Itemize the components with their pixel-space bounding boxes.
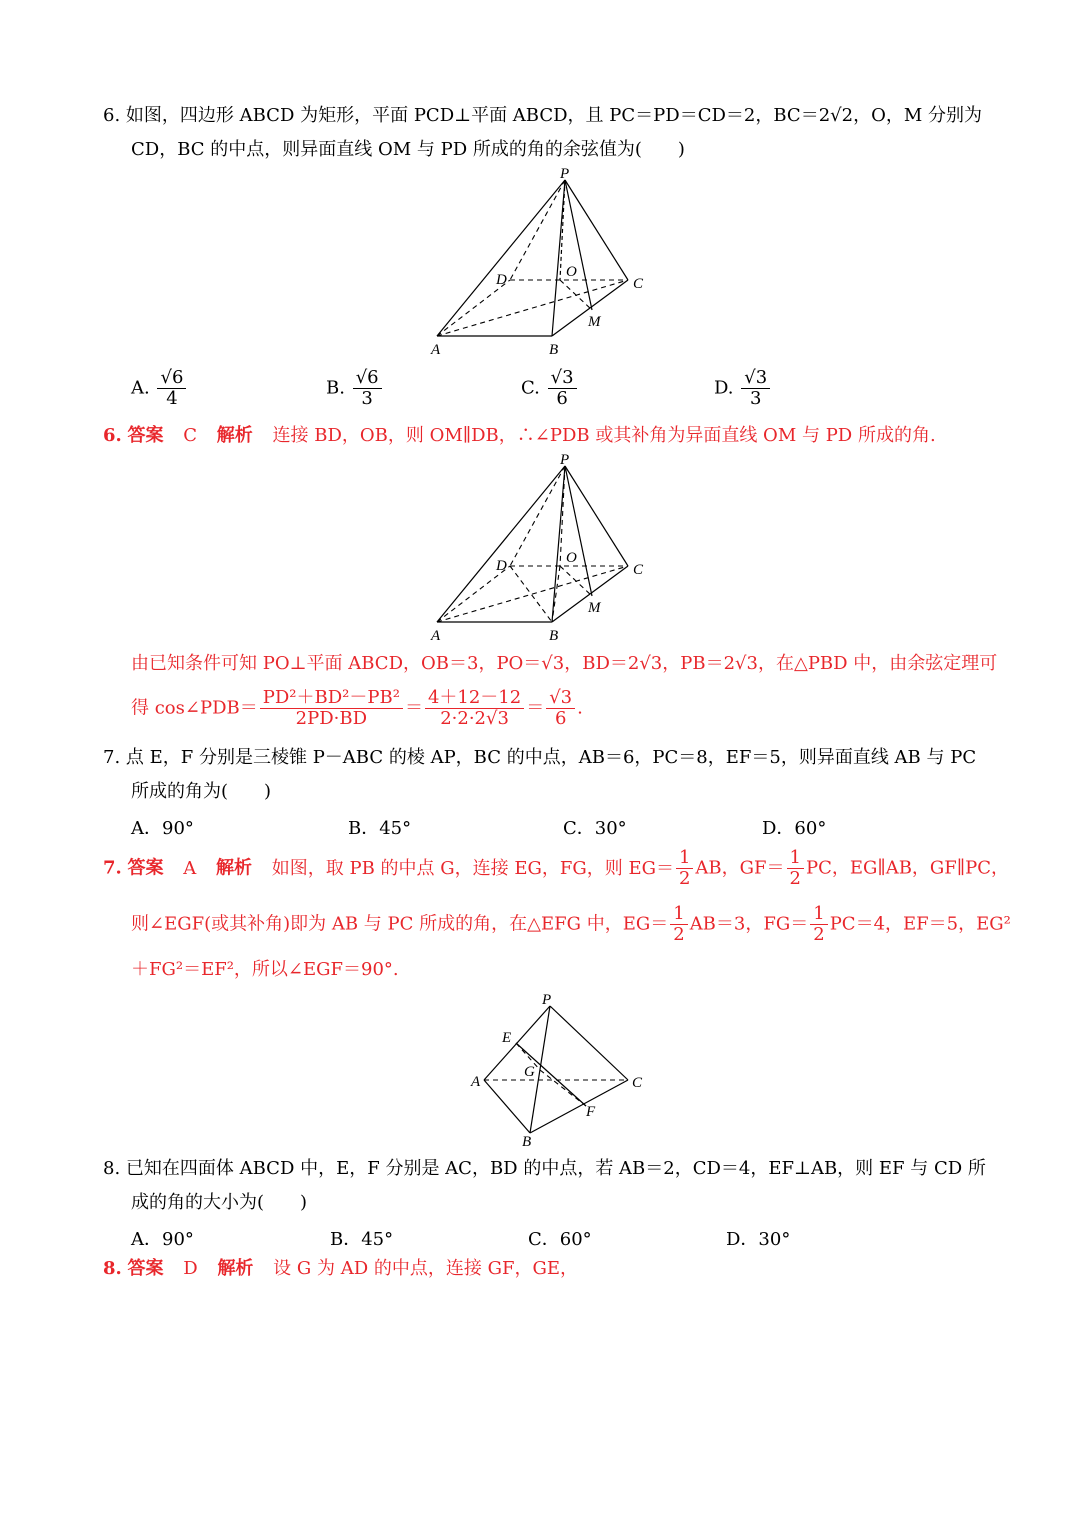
q8-option-b: B．45° — [330, 1229, 394, 1250]
q6-solution-figure — [420, 454, 660, 646]
q6-option-b-den: 3 — [361, 388, 373, 409]
q6-fig-label-p: P — [560, 168, 570, 182]
q6-option-c — [521, 368, 579, 409]
q7-fig-label-a: A — [471, 1074, 481, 1090]
q7-sol2-text-a: 则∠EGF(或其补角)即为 AB 与 PC 所成的角，在△EFG 中，EG＝ — [131, 913, 669, 935]
q6-cos-prefix: 得 cos∠PDB＝ — [131, 697, 258, 719]
q7-analysis-text-c: PC，EG∥AB，GF∥PC， — [805, 857, 1009, 879]
q6-option-c-num: √3 — [548, 368, 577, 389]
q6-answer-label: 答案 — [127, 425, 164, 446]
q7-option-a: A．90° — [131, 818, 194, 839]
q6-analysis-text: 连接 BD，OB，则 OM∥DB，∴∠PDB 或其补角为异面直线 OM 与 PD 所成的角. — [272, 425, 936, 446]
q8-answer-label: 答案 — [127, 1258, 164, 1279]
q6-period: . — [577, 697, 583, 719]
q6-answer-value: C — [183, 425, 198, 446]
q6-sol-fig-label-c: C — [633, 562, 644, 578]
q7-solution-line3: ＋FG²＝EF²，所以∠EGF＝90°. — [131, 959, 399, 980]
q6-answer-number: 6. — [103, 425, 122, 446]
q7-stem-line1: 7. 点 E，F 分别是三棱锥 P－ABC 的棱 AP，BC 的中点，AB＝6，PC＝8，EF＝5，则异面直线 AB 与 PC — [103, 747, 977, 768]
q6-fig-label-o: O — [566, 264, 577, 280]
q7-half-den-4: 2 — [813, 924, 825, 945]
q7-answer-label: 答案 — [127, 857, 164, 879]
q6-option-d-letter: D. — [714, 377, 734, 399]
q7-option-b: B．45° — [348, 818, 412, 839]
q8-answer-number: 8. — [103, 1258, 122, 1279]
q7-figure — [466, 988, 656, 1148]
q6-solution-line2 — [131, 688, 583, 729]
q7-stem-line2: 所成的角为( ) — [131, 781, 272, 802]
q6-eq1: ＝ — [404, 697, 423, 719]
q6-option-b-letter: B. — [326, 377, 345, 399]
q6-frac3-den: 6 — [554, 708, 567, 729]
q6-eq2: ＝ — [526, 697, 545, 719]
q8-option-d: D．30° — [726, 1229, 791, 1250]
q6-option-a — [131, 368, 188, 409]
q8-answer-value: D — [183, 1258, 198, 1279]
q8-analysis-text: 设 G 为 AD 的中点，连接 GF，GE， — [273, 1258, 578, 1279]
q6-sol-fig-label-p: P — [560, 454, 570, 468]
q6-frac1-den: 2PD·BD — [295, 708, 368, 729]
q7-solution-line2 — [131, 904, 1011, 945]
q7-option-c: C．30° — [563, 818, 627, 839]
q7-answer-value: A — [183, 857, 197, 879]
q7-half-den-2: 2 — [789, 868, 801, 889]
q7-half-den-1: 2 — [678, 868, 691, 889]
q8-option-c: C．60° — [528, 1229, 592, 1250]
q6-sol-fig-label-o: O — [566, 550, 577, 566]
q7-sol2-text-b: AB＝3，FG＝ — [689, 913, 809, 935]
q6-option-a-letter: A. — [131, 377, 150, 399]
q7-half-num-4: 1 — [810, 904, 827, 925]
q7-half-num-3: 1 — [670, 904, 687, 925]
q7-analysis-text-a: 如图，取 PB 的中点 G，连接 EG，FG，则 EG＝ — [271, 857, 674, 879]
q7-fig-label-b: B — [522, 1134, 532, 1148]
q7-fig-label-c: C — [632, 1075, 643, 1091]
q7-sol2-text-c: PC＝4，EF＝5，EG² — [829, 913, 1011, 935]
q7-analysis-text-b: AB，GF＝ — [695, 857, 785, 879]
q6-fig-label-m: M — [588, 314, 601, 330]
q8-analysis-label: 解析 — [217, 1258, 254, 1279]
q8-answer-line — [103, 1257, 578, 1281]
q6-frac1-num: PD²＋BD²－PB² — [260, 688, 403, 709]
q6-fig-label-c: C — [633, 276, 644, 292]
q7-fig-label-p: P — [542, 992, 552, 1008]
q6-option-d-num: √3 — [741, 368, 770, 389]
q6-fig-label-d: D — [496, 272, 507, 288]
q8-option-a: A．90° — [131, 1229, 194, 1250]
q7-answer-line — [103, 848, 1009, 889]
q6-option-d-den: 3 — [749, 388, 762, 409]
q6-analysis-label: 解析 — [216, 425, 253, 446]
q7-half-num-1: 1 — [676, 848, 693, 869]
q6-sol-fig-label-a: A — [431, 628, 441, 644]
q6-option-c-letter: C. — [521, 377, 540, 399]
q6-figure — [420, 168, 660, 360]
q7-fig-label-g: G — [524, 1064, 535, 1080]
q6-option-a-num: √6 — [157, 368, 186, 389]
q6-option-a-den: 4 — [166, 388, 178, 409]
q7-half-num-2: 1 — [787, 848, 804, 869]
q6-sol-fig-label-d: D — [496, 558, 507, 574]
q6-stem-line1: 6. 如图，四边形 ABCD 为矩形，平面 PCD⊥平面 ABCD，且 PC＝PD＝CD＝2，BC＝2√2，O，M 分别为 — [103, 105, 982, 126]
q6-option-c-den: 6 — [556, 388, 568, 409]
q7-answer-number: 7. — [103, 857, 122, 879]
q6-fig-label-a: A — [431, 342, 441, 358]
q7-option-d: D．60° — [762, 818, 827, 839]
q6-solution-line1: 由已知条件可知 PO⊥平面 ABCD，OB＝3，PO＝√3，BD＝2√3，PB＝2√3，在△PBD 中，由余弦定理可 — [131, 653, 998, 674]
q6-option-b — [326, 368, 384, 409]
q7-half-den-3: 2 — [673, 924, 685, 945]
q6-frac3-num: √3 — [546, 688, 575, 709]
q6-option-b-num: √6 — [353, 368, 382, 389]
q8-stem-line2: 成的角的大小为( ) — [131, 1192, 308, 1213]
q8-stem-line1: 8. 已知在四面体 ABCD 中，E，F 分别是 AC，BD 的中点，若 AB＝2，CD＝4，EF⊥AB，则 EF 与 CD 所 — [103, 1158, 986, 1179]
q6-sol-fig-label-b: B — [549, 628, 559, 644]
q7-analysis-label: 解析 — [216, 857, 252, 879]
q7-fig-label-e: E — [502, 1030, 512, 1046]
q7-fig-label-f: F — [586, 1104, 596, 1120]
q6-answer-line — [103, 424, 936, 448]
q6-stem-line2: CD，BC 的中点，则异面直线 OM 与 PD 所成的角的余弦值为( ) — [131, 139, 685, 160]
q6-frac2-num: 4＋12－12 — [425, 688, 524, 709]
q6-option-d — [714, 368, 772, 409]
q6-sol-fig-label-m: M — [588, 600, 601, 616]
q6-frac2-den: 2·2·2√3 — [440, 708, 509, 729]
q6-fig-label-b: B — [549, 342, 559, 358]
